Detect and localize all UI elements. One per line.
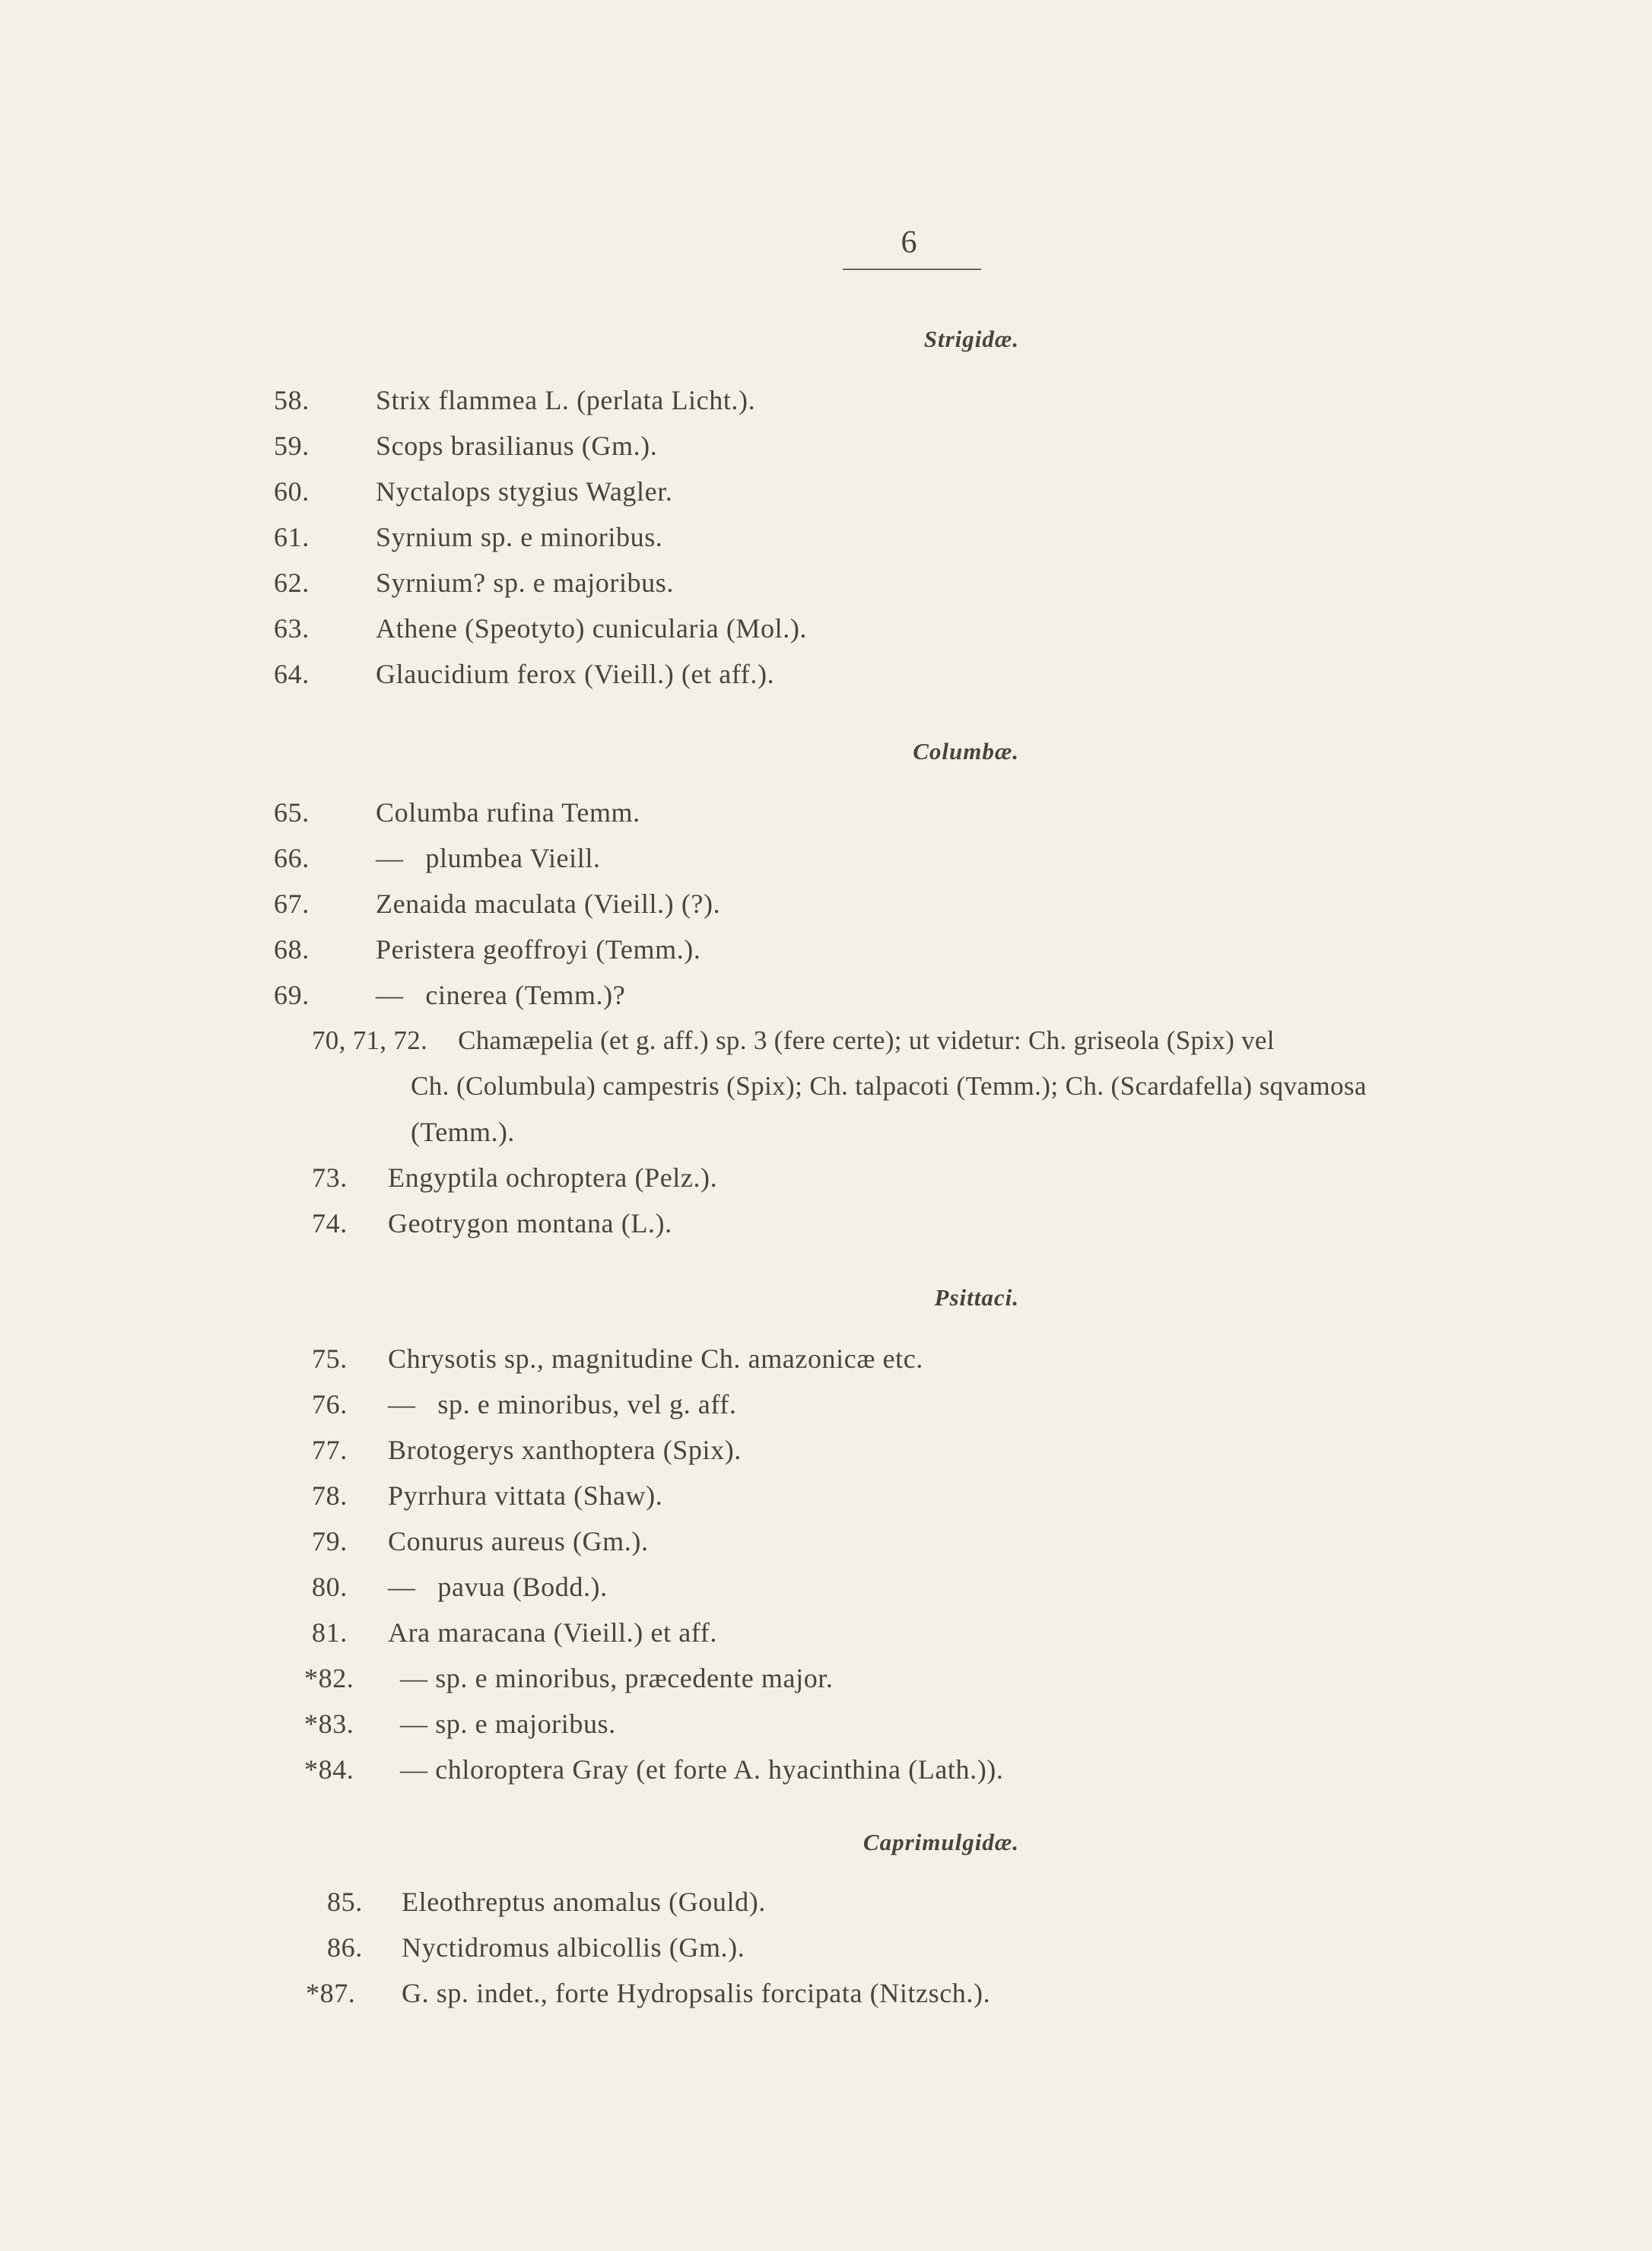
list-item	[274, 980, 1567, 1010]
entry-text: Brotogerys xanthoptera (Spix).	[388, 1435, 742, 1465]
entry-number: 60.	[274, 476, 310, 507]
list-item	[274, 934, 1567, 965]
entry-number: *83.	[304, 1709, 354, 1739]
entry-text: — sp. e minoribus, vel g. aff.	[388, 1389, 737, 1420]
entry-number: 70, 71, 72.	[312, 1025, 428, 1055]
list-item	[274, 522, 1567, 552]
entry-number: 86.	[327, 1932, 363, 1963]
list-item	[274, 476, 1567, 507]
section-heading-columbae: Columbæ.	[913, 738, 1019, 765]
list-item	[312, 1208, 1605, 1238]
list-item	[274, 385, 1567, 415]
entry-number: 61.	[274, 522, 310, 552]
section-heading-caprimulgidae: Caprimulgidæ.	[863, 1829, 1019, 1855]
entry-number: 65.	[274, 797, 310, 828]
entry-number: 85.	[327, 1887, 363, 1917]
list-item	[312, 1025, 1605, 1056]
entry-number: 67.	[274, 889, 310, 919]
list-item	[327, 1887, 1620, 1917]
entry-text: G. sp. indet., forte Hydropsalis forcipata (Nitzsch.).	[402, 1978, 991, 2008]
entry-number: 77.	[312, 1435, 348, 1465]
list-item	[274, 843, 1567, 873]
entry-number: 63.	[274, 613, 310, 644]
list-item	[274, 431, 1567, 461]
entry-number: 68.	[274, 934, 310, 965]
entry-number: 69.	[274, 980, 310, 1010]
entry-text: Ara maracana (Vieill.) et aff.	[388, 1617, 717, 1648]
entry-text: — plumbea Vieill.	[376, 843, 601, 873]
entry-number: *84.	[304, 1754, 354, 1785]
entry-text: Nyctalops stygius Wagler.	[376, 476, 673, 507]
entry-number: 73.	[312, 1162, 348, 1193]
list-item	[312, 1572, 1605, 1602]
entry-text: — sp. e majoribus.	[400, 1709, 616, 1739]
list-item	[274, 797, 1567, 828]
list-item	[312, 1389, 1605, 1420]
entry-text: Columba rufina Temm.	[376, 797, 640, 828]
entry-number: 76.	[312, 1389, 348, 1420]
entry-number: 79.	[312, 1526, 348, 1556]
entry-text: Conurus aureus (Gm.).	[388, 1526, 649, 1556]
entry-continuation-line: Ch. (Columbula) campestris (Spix); Ch. talpacoti (Temm.); Ch. (Scardafella) sqvamosa	[411, 1071, 1367, 1101]
list-item	[274, 659, 1567, 689]
entry-text: Athene (Speotyto) cunicularia (Mol.).	[376, 613, 808, 644]
list-item	[312, 1480, 1605, 1511]
list-item	[304, 1663, 1597, 1693]
entry-number: 74.	[312, 1208, 348, 1238]
entry-number: 64.	[274, 659, 310, 689]
entry-text: Eleothreptus anomalus (Gould).	[402, 1887, 766, 1917]
entry-number: 81.	[312, 1617, 348, 1648]
entry-text: Zenaida maculata (Vieill.) (?).	[376, 889, 721, 919]
entry-text: Scops brasilianus (Gm.).	[376, 431, 658, 461]
entry-text: Syrnium? sp. e majoribus.	[376, 568, 674, 598]
entry-text: Pyrrhura vittata (Shaw).	[388, 1480, 663, 1511]
entry-text: — chloroptera Gray (et forte A. hyacinthina (Lath.)).	[400, 1754, 1004, 1785]
list-item	[312, 1617, 1605, 1648]
entry-number: 75.	[312, 1343, 348, 1374]
entry-number: 66.	[274, 843, 310, 873]
entry-number: 80.	[312, 1572, 348, 1602]
entry-text: Chamæpelia (et g. aff.) sp. 3 (fere certe); ut videtur: Ch. griseola (Spix) vel	[458, 1025, 1275, 1055]
entry-number: 58.	[274, 385, 310, 415]
list-item	[274, 889, 1567, 919]
entry-number: *82.	[304, 1663, 354, 1693]
entry-text: Peristera geoffroyi (Temm.).	[376, 934, 701, 965]
entry-number: 78.	[312, 1480, 348, 1511]
entry-continuation-line: (Temm.).	[411, 1117, 515, 1147]
list-item	[312, 1526, 1605, 1556]
list-item	[304, 1709, 1597, 1739]
page-number: 6	[901, 225, 917, 260]
entry-text: Glaucidium ferox (Vieill.) (et aff.).	[376, 659, 775, 689]
entry-text: — cinerea (Temm.)?	[376, 980, 626, 1010]
entry-text: Chrysotis sp., magnitudine Ch. amazonicæ etc.	[388, 1343, 923, 1374]
entry-text: Geotrygon montana (L.).	[388, 1208, 672, 1238]
entry-number: 59.	[274, 431, 310, 461]
entry-text: Engyptila ochroptera (Pelz.).	[388, 1162, 718, 1193]
entry-text: — pavua (Bodd.).	[388, 1572, 608, 1602]
list-item	[304, 1754, 1597, 1785]
list-item	[306, 1978, 1599, 2008]
page-number-rule	[843, 269, 981, 270]
entry-text: Strix flammea L. (perlata Licht.).	[376, 385, 756, 415]
list-item	[312, 1343, 1605, 1374]
list-item	[312, 1435, 1605, 1465]
entry-text: Syrnium sp. e minoribus.	[376, 522, 663, 552]
list-item	[274, 568, 1567, 598]
list-item	[327, 1932, 1620, 1963]
list-item	[312, 1162, 1605, 1193]
section-heading-psittaci: Psittaci.	[934, 1284, 1019, 1311]
list-item	[274, 613, 1567, 644]
entry-text: — sp. e minoribus, præcedente major.	[400, 1663, 834, 1693]
section-heading-strigidae: Strigidæ.	[923, 326, 1019, 352]
entry-text: Nyctidromus albicollis (Gm.).	[402, 1932, 745, 1963]
entry-number: 62.	[274, 568, 310, 598]
entry-number: *87.	[306, 1978, 356, 2008]
